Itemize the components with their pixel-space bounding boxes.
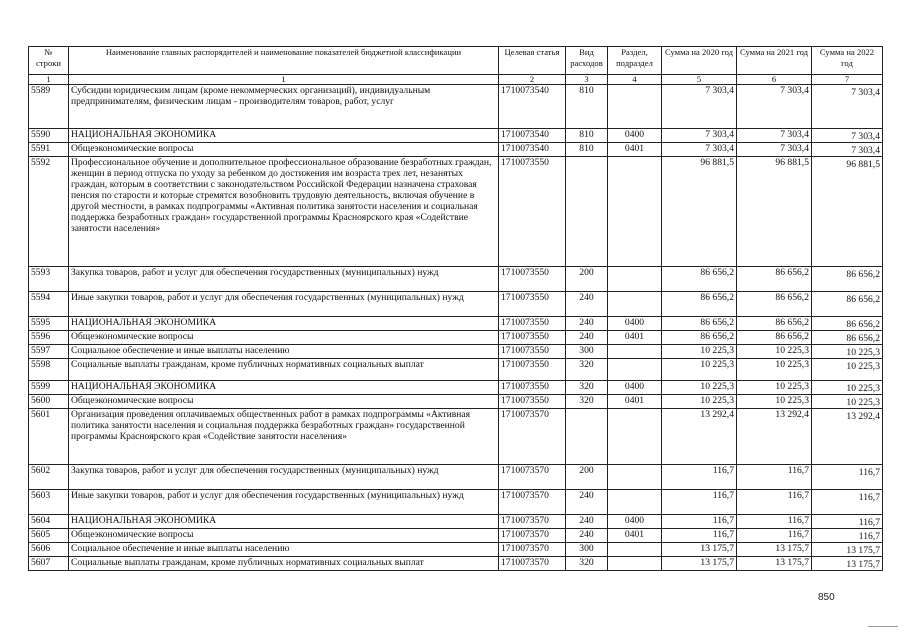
column-index: 1 [69,75,499,85]
row-expense-type: 200 [566,465,608,490]
header-row-number: № строки [29,47,69,75]
row-name: Закупка товаров, работ и услуг для обеспечения государственных (муниципальных) нужд [69,465,499,490]
column-index: 6 [737,75,812,85]
row-sum-2022: 116,7 [812,529,883,543]
row-expense-type: 320 [566,381,608,395]
row-sum-2021: 116,7 [737,465,812,490]
row-sum-2020: 86 656,2 [662,267,737,292]
table-row [29,543,883,557]
column-index: 4 [608,75,662,85]
row-expense-type [566,157,608,267]
row-target-code: 1710073550 [499,157,566,267]
header-sum-2021: Сумма на 2021 год [737,47,812,75]
column-index: 3 [566,75,608,85]
row-sum-2021: 116,7 [737,490,812,515]
row-name: Социальное обеспечение и иные выплаты населению [69,345,499,359]
column-index-row [29,75,883,85]
row-number: 5598 [29,359,69,381]
row-section: 0401 [608,331,662,345]
budget-table [28,46,883,571]
header-target: Целевая статья [499,47,566,75]
header-name: Наименование главных распорядителей и наименование показателей бюджетной классификации [69,47,499,75]
row-number: 5589 [29,85,69,129]
table-row [29,267,883,292]
column-index: 5 [662,75,737,85]
row-sum-2022: 86 656,2 [812,317,883,331]
row-section: 0401 [608,143,662,157]
row-sum-2022: 116,7 [812,515,883,529]
row-sum-2020: 13 175,7 [662,543,737,557]
row-expense-type: 240 [566,292,608,317]
row-name: Общеэкономические вопросы [69,395,499,409]
row-target-code: 1710073550 [499,381,566,395]
row-sum-2022: 96 881,5 [812,157,883,267]
row-sum-2022: 10 225,3 [812,359,883,381]
row-expense-type: 810 [566,143,608,157]
table-row [29,381,883,395]
table-row [29,85,883,129]
row-sum-2021: 116,7 [737,529,812,543]
row-sum-2020: 13 175,7 [662,557,737,571]
row-sum-2021: 13 175,7 [737,557,812,571]
row-sum-2021: 10 225,3 [737,359,812,381]
row-sum-2022: 10 225,3 [812,381,883,395]
row-name: Организация проведения оплачиваемых общественных работ в рамках подпрограммы «Активная политика занятости населения и социальная поддержка безработных граждан» государственной программы Красноярского края «Содействие занятости населения» [69,409,499,465]
row-target-code: 1710073570 [499,490,566,515]
row-sum-2021: 86 656,2 [737,292,812,317]
row-sum-2022: 86 656,2 [812,292,883,317]
row-target-code: 1710073570 [499,409,566,465]
row-target-code: 1710073570 [499,515,566,529]
row-section: 0400 [608,317,662,331]
header-section: Раздел, подраздел [608,47,662,75]
row-name: Общеэкономические вопросы [69,529,499,543]
row-sum-2021: 116,7 [737,515,812,529]
column-index: 1 [29,75,69,85]
row-sum-2020: 13 292,4 [662,409,737,465]
row-target-code: 1710073540 [499,143,566,157]
row-sum-2020: 10 225,3 [662,381,737,395]
row-expense-type: 240 [566,490,608,515]
row-name: Социальное обеспечение и иные выплаты населению [69,543,499,557]
table-row [29,345,883,359]
row-section [608,543,662,557]
row-name: Субсидии юридическим лицам (кроме некоммерческих организаций), индивидуальным предпринимателям, физическим лицам - производителям товаров, работ, услуг [69,85,499,129]
row-number: 5600 [29,395,69,409]
table-row [29,317,883,331]
row-number: 5597 [29,345,69,359]
row-sum-2021: 7 303,4 [737,129,812,143]
row-sum-2022: 13 292,4 [812,409,883,465]
row-number: 5604 [29,515,69,529]
row-sum-2022: 13 175,7 [812,557,883,571]
row-number: 5606 [29,543,69,557]
row-section [608,490,662,515]
table-row [29,409,883,465]
row-expense-type [566,409,608,465]
row-number: 5601 [29,409,69,465]
row-expense-type: 200 [566,267,608,292]
row-section: 0400 [608,381,662,395]
row-section: 0401 [608,395,662,409]
row-expense-type: 810 [566,85,608,129]
table-row [29,465,883,490]
table-row [29,395,883,409]
table-body [29,85,883,571]
row-sum-2021: 7 303,4 [737,85,812,129]
row-sum-2022: 116,7 [812,490,883,515]
row-expense-type: 320 [566,557,608,571]
row-sum-2021: 13 175,7 [737,543,812,557]
row-sum-2020: 116,7 [662,465,737,490]
row-section [608,85,662,129]
header-expense-type: Вид расходов [566,47,608,75]
row-number: 5603 [29,490,69,515]
row-sum-2021: 86 656,2 [737,317,812,331]
row-number: 5592 [29,157,69,267]
row-sum-2022: 86 656,2 [812,267,883,292]
table-row [29,331,883,345]
row-expense-type: 240 [566,529,608,543]
table-row [29,515,883,529]
row-number: 5602 [29,465,69,490]
row-number: 5590 [29,129,69,143]
row-name: Профессиональное обучение и дополнительное профессиональное образование безработных граждан, женщин в период отпуска по уходу за ребенком до достижения им возраста трех лет, незанятых граждан, которым в соответствии с законодательством Российской Федерации назначена страховая пенсия по старости и которые стремятся возобновить трудовую деятельность, включая обучение в другой местности, в рамках подпрограммы «Активная политика занятости населения и социальная поддержка безработных граждан» государственной программы Красноярского края «Содействие занятости населения» [69,157,499,267]
row-number: 5595 [29,317,69,331]
row-sum-2020: 116,7 [662,529,737,543]
row-sum-2020: 7 303,4 [662,85,737,129]
table-row [29,292,883,317]
row-target-code: 1710073550 [499,359,566,381]
row-name: НАЦИОНАЛЬНАЯ ЭКОНОМИКА [69,381,499,395]
row-target-code: 1710073540 [499,85,566,129]
column-index: 7 [812,75,883,85]
row-sum-2021: 10 225,3 [737,395,812,409]
row-expense-type: 300 [566,543,608,557]
row-sum-2020: 10 225,3 [662,395,737,409]
row-sum-2021: 7 303,4 [737,143,812,157]
row-sum-2020: 10 225,3 [662,359,737,381]
row-sum-2020: 116,7 [662,515,737,529]
row-section [608,359,662,381]
row-name: Общеэкономические вопросы [69,143,499,157]
row-target-code: 1710073550 [499,317,566,331]
row-sum-2021: 13 292,4 [737,409,812,465]
row-sum-2021: 86 656,2 [737,331,812,345]
table-row [29,359,883,381]
row-target-code: 1710073570 [499,465,566,490]
row-sum-2022: 13 175,7 [812,543,883,557]
row-name: НАЦИОНАЛЬНАЯ ЭКОНОМИКА [69,317,499,331]
row-target-code: 1710073570 [499,529,566,543]
table-row [29,529,883,543]
row-target-code: 1710073550 [499,345,566,359]
row-sum-2022: 7 303,4 [812,143,883,157]
header-sum-2022: Сумма на 2022 год [812,47,883,75]
table-row [29,157,883,267]
row-section [608,345,662,359]
row-sum-2022: 116,7 [812,465,883,490]
row-number: 5599 [29,381,69,395]
row-sum-2022: 86 656,2 [812,331,883,345]
column-index: 2 [499,75,566,85]
scan-edge-line [868,626,898,627]
row-target-code: 1710073540 [499,129,566,143]
row-section: 0401 [608,529,662,543]
row-number: 5605 [29,529,69,543]
row-section [608,267,662,292]
row-sum-2022: 7 303,4 [812,85,883,129]
table-row [29,557,883,571]
row-sum-2020: 7 303,4 [662,129,737,143]
table-row [29,490,883,515]
row-sum-2022: 7 303,4 [812,129,883,143]
row-sum-2021: 86 656,2 [737,267,812,292]
row-target-code: 1710073570 [499,543,566,557]
row-expense-type: 320 [566,395,608,409]
row-section: 0400 [608,515,662,529]
table-row [29,143,883,157]
row-name: Общеэкономические вопросы [69,331,499,345]
row-number: 5607 [29,557,69,571]
page-number: 850 [818,592,835,603]
row-sum-2020: 7 303,4 [662,143,737,157]
row-target-code: 1710073550 [499,331,566,345]
row-sum-2021: 10 225,3 [737,381,812,395]
row-number: 5593 [29,267,69,292]
row-target-code: 1710073570 [499,557,566,571]
row-target-code: 1710073550 [499,267,566,292]
row-section: 0400 [608,129,662,143]
table-header-row [29,47,883,75]
row-sum-2021: 10 225,3 [737,345,812,359]
row-section [608,157,662,267]
row-sum-2021: 96 881,5 [737,157,812,267]
row-target-code: 1710073550 [499,395,566,409]
row-section [608,409,662,465]
row-name: Закупка товаров, работ и услуг для обеспечения государственных (муниципальных) нужд [69,267,499,292]
row-target-code: 1710073550 [499,292,566,317]
row-expense-type: 240 [566,515,608,529]
row-expense-type: 240 [566,331,608,345]
row-section [608,557,662,571]
row-section [608,465,662,490]
row-name: Социальные выплаты гражданам, кроме публичных нормативных социальных выплат [69,557,499,571]
row-name: НАЦИОНАЛЬНАЯ ЭКОНОМИКА [69,129,499,143]
row-expense-type: 810 [566,129,608,143]
row-number: 5596 [29,331,69,345]
row-number: 5594 [29,292,69,317]
row-section [608,292,662,317]
row-name: Иные закупки товаров, работ и услуг для обеспечения государственных (муниципальных) нужд [69,292,499,317]
row-sum-2020: 116,7 [662,490,737,515]
table-row [29,129,883,143]
row-sum-2020: 96 881,5 [662,157,737,267]
row-sum-2020: 86 656,2 [662,317,737,331]
row-expense-type: 300 [566,345,608,359]
row-name: Социальные выплаты гражданам, кроме публичных нормативных социальных выплат [69,359,499,381]
row-name: Иные закупки товаров, работ и услуг для обеспечения государственных (муниципальных) нужд [69,490,499,515]
header-sum-2020: Сумма на 2020 год [662,47,737,75]
row-sum-2020: 86 656,2 [662,331,737,345]
row-sum-2022: 10 225,3 [812,395,883,409]
row-number: 5591 [29,143,69,157]
row-sum-2020: 10 225,3 [662,345,737,359]
row-expense-type: 240 [566,317,608,331]
row-sum-2022: 10 225,3 [812,345,883,359]
row-name: НАЦИОНАЛЬНАЯ ЭКОНОМИКА [69,515,499,529]
row-expense-type: 320 [566,359,608,381]
row-sum-2020: 86 656,2 [662,292,737,317]
